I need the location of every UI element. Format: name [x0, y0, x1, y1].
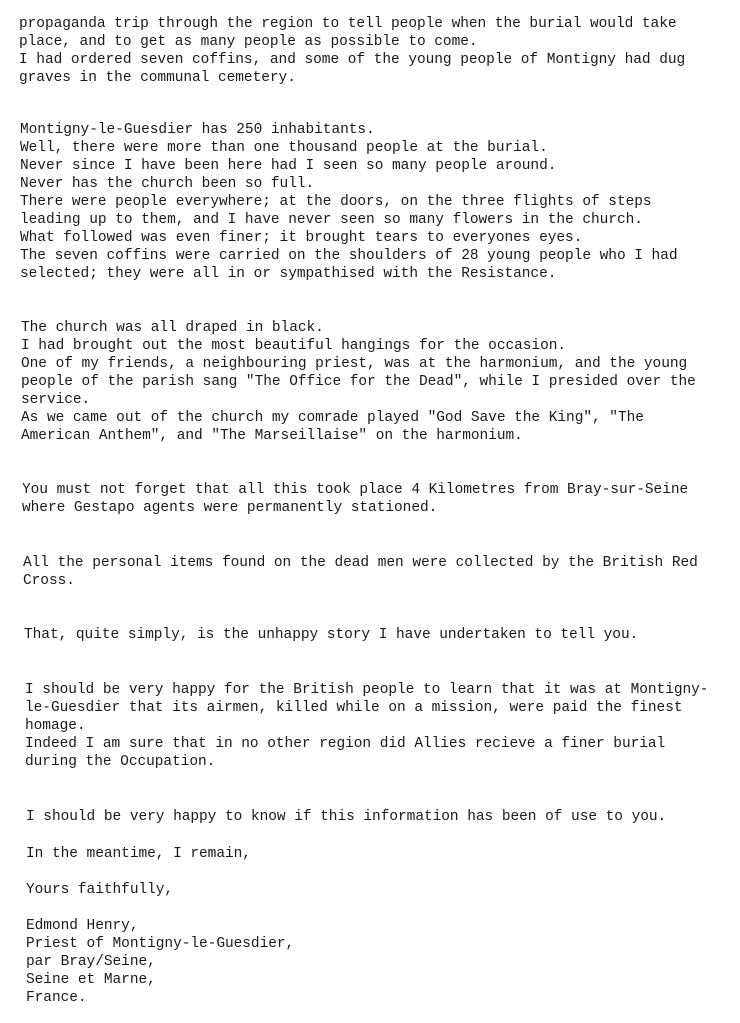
text-line: selected; they were all in or sympathised with the Resistance.: [20, 266, 557, 282]
text-line: I had brought out the most beautiful hangings for the occasion.: [21, 338, 567, 354]
text-line: Well, there were more than one thousand people at the burial.: [20, 140, 548, 156]
signature-address-line: France.: [26, 990, 87, 1006]
text-line: Never since I have been here had I seen so many people around.: [20, 158, 557, 174]
text-line: graves in the communal cemetery.: [19, 70, 296, 86]
text-line: place, and to get as many people as possible to come.: [19, 34, 478, 50]
text-line: The church was all draped in black.: [21, 320, 324, 336]
text-line: I should be very happy to know if this information has been of use to you.: [26, 809, 667, 825]
text-line: leading up to them, and I have never seen so many flowers in the church.: [20, 212, 643, 228]
text-line: Yours faithfully,: [26, 882, 174, 898]
text-line: You must not forget that all this took place 4 Kilometres from Bray-sur-Seine: [22, 482, 689, 498]
text-line: There were people everywhere; at the doors, on the three flights of steps: [20, 194, 652, 210]
text-line: That, quite simply, is the unhappy story I have undertaken to tell you.: [24, 627, 639, 643]
text-line: What followed was even finer; it brought tears to everyones eyes.: [20, 230, 583, 246]
text-line: As we came out of the church my comrade played "God Save the King", "The: [21, 410, 644, 426]
text-line: service.: [21, 392, 91, 408]
text-line: In the meantime, I remain,: [26, 846, 251, 862]
signature-name: Edmond Henry,: [26, 918, 139, 934]
text-line: I should be very happy for the British people to learn that it was at Montigny-: [25, 682, 709, 698]
signature-address-line: Seine et Marne,: [26, 972, 156, 988]
text-line: propaganda trip through the region to tell people when the burial would take: [19, 16, 677, 32]
text-line: The seven coffins were carried on the shoulders of 28 young people who I had: [20, 248, 678, 264]
signature-title: Priest of Montigny-le-Guesdier,: [26, 936, 295, 952]
text-line: homage.: [25, 718, 86, 734]
text-line: le-Guesdier that its airmen, killed while on a mission, were paid the finest: [25, 700, 683, 716]
text-line: where Gestapo agents were permanently stationed.: [22, 500, 438, 516]
text-line: during the Occupation.: [25, 754, 216, 770]
text-line: Never has the church been so full.: [20, 176, 315, 192]
text-line: Cross.: [23, 573, 75, 589]
text-line: All the personal items found on the dead men were collected by the British Red: [23, 555, 698, 571]
text-line: people of the parish sang "The Office for the Dead", while I presided over the: [21, 374, 696, 390]
text-line: American Anthem", and "The Marseillaise" on the harmonium.: [21, 428, 523, 444]
text-line: One of my friends, a neighbouring priest, was at the harmonium, and the young: [21, 356, 688, 372]
signature-address-line: par Bray/Seine,: [26, 954, 156, 970]
text-line: I had ordered seven coffins, and some of the young people of Montigny had dug: [19, 52, 686, 68]
text-line: Indeed I am sure that in no other region did Allies recieve a finer burial: [25, 736, 666, 752]
text-line: Montigny-le-Guesdier has 250 inhabitants.: [20, 122, 375, 138]
